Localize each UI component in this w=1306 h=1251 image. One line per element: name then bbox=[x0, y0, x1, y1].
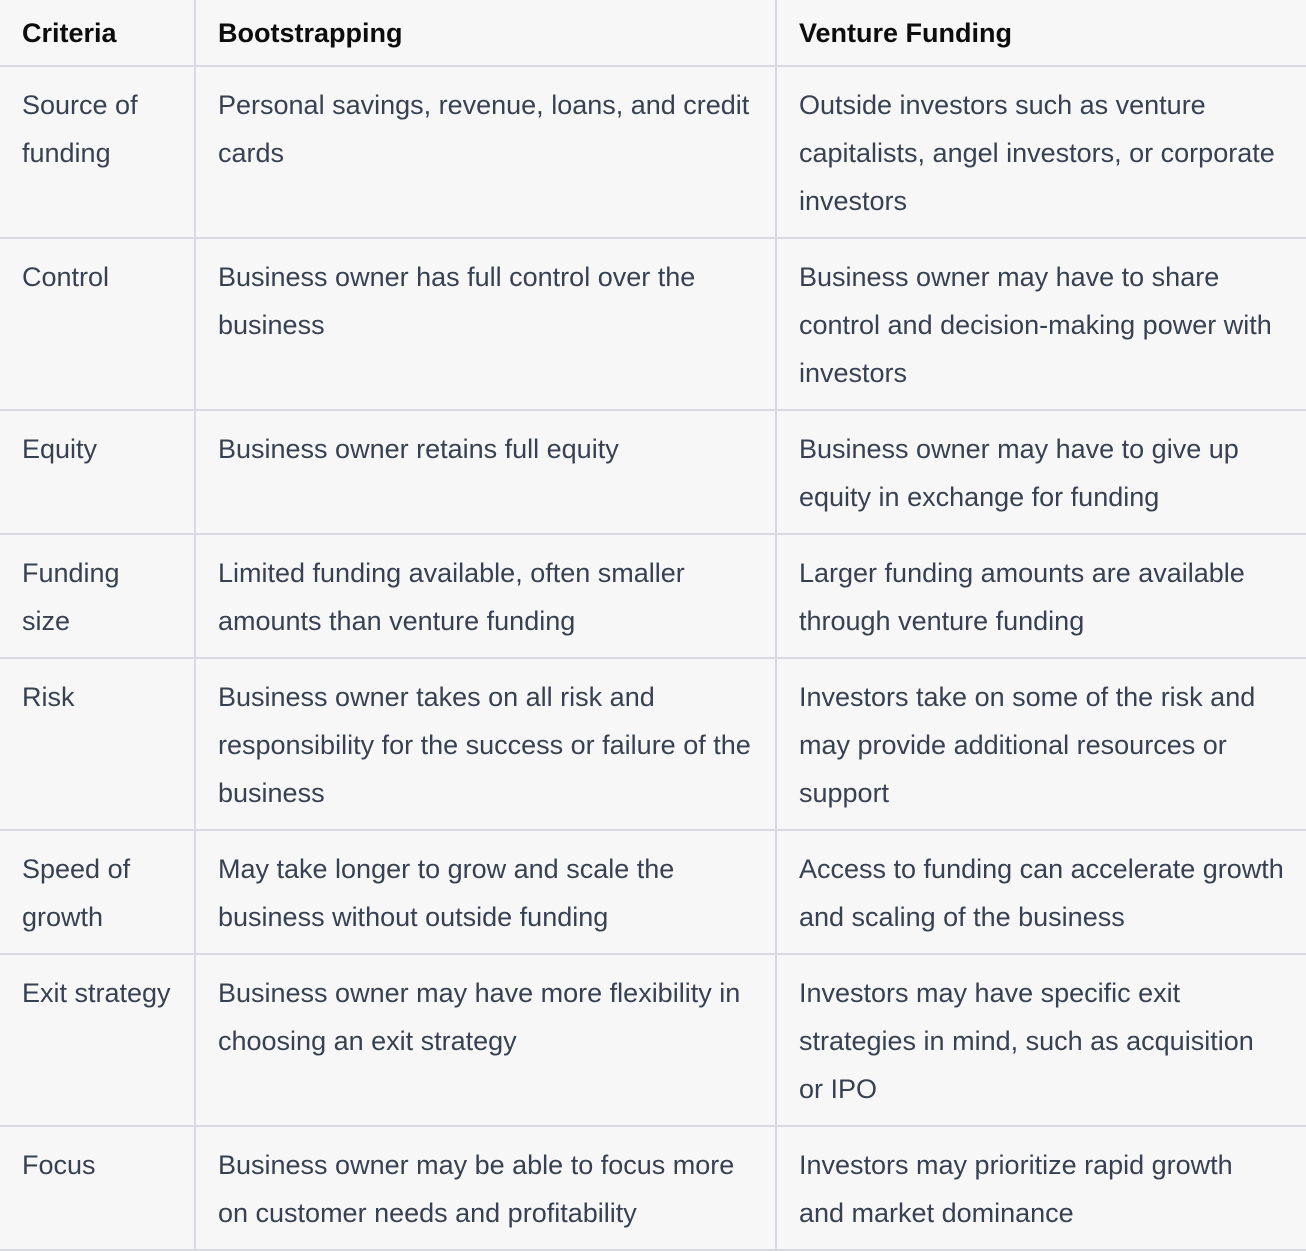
venture-funding-cell: Business owner may have to give up equity in exchange for funding bbox=[776, 410, 1306, 534]
table-row bbox=[0, 658, 1306, 830]
table-row bbox=[0, 534, 1306, 658]
venture-funding-cell: Investors take on some of the risk and may provide additional resources or support bbox=[776, 658, 1306, 830]
venture-funding-cell: Access to funding can accelerate growth and scaling of the business bbox=[776, 830, 1306, 954]
table-row bbox=[0, 1126, 1306, 1250]
criteria-cell: Exit strategy bbox=[0, 954, 195, 1126]
criteria-cell: Focus bbox=[0, 1126, 195, 1250]
header-venture-funding: Venture Funding bbox=[776, 0, 1306, 66]
bootstrapping-cell: Personal savings, revenue, loans, and credit cards bbox=[195, 66, 776, 238]
venture-funding-cell: Business owner may have to share control and decision-making power with investors bbox=[776, 238, 1306, 410]
table-row bbox=[0, 238, 1306, 410]
header-criteria: Criteria bbox=[0, 0, 195, 66]
bootstrapping-cell: Business owner may be able to focus more on customer needs and profitability bbox=[195, 1126, 776, 1250]
header-row bbox=[0, 0, 1306, 66]
table-row bbox=[0, 830, 1306, 954]
criteria-cell: Equity bbox=[0, 410, 195, 534]
criteria-cell: Speed of growth bbox=[0, 830, 195, 954]
bootstrapping-cell: Business owner retains full equity bbox=[195, 410, 776, 534]
venture-funding-cell: Investors may have specific exit strategies in mind, such as acquisition or IPO bbox=[776, 954, 1306, 1126]
venture-funding-cell: Investors may prioritize rapid growth and market dominance bbox=[776, 1126, 1306, 1250]
criteria-cell: Control bbox=[0, 238, 195, 410]
criteria-cell: Source of funding bbox=[0, 66, 195, 238]
bootstrapping-cell: Business owner takes on all risk and responsibility for the success or failure of the business bbox=[195, 658, 776, 830]
header-bootstrapping: Bootstrapping bbox=[195, 0, 776, 66]
venture-funding-cell: Outside investors such as venture capitalists, angel investors, or corporate investors bbox=[776, 66, 1306, 238]
bootstrapping-cell: Limited funding available, often smaller amounts than venture funding bbox=[195, 534, 776, 658]
table-row bbox=[0, 410, 1306, 534]
table-row bbox=[0, 66, 1306, 238]
venture-funding-cell: Larger funding amounts are available through venture funding bbox=[776, 534, 1306, 658]
criteria-cell: Risk bbox=[0, 658, 195, 830]
bootstrapping-cell: May take longer to grow and scale the business without outside funding bbox=[195, 830, 776, 954]
bootstrapping-cell: Business owner may have more flexibility in choosing an exit strategy bbox=[195, 954, 776, 1126]
criteria-cell: Funding size bbox=[0, 534, 195, 658]
bootstrapping-cell: Business owner has full control over the business bbox=[195, 238, 776, 410]
table-header bbox=[0, 0, 1306, 66]
table-body bbox=[0, 66, 1306, 1250]
table-row bbox=[0, 954, 1306, 1126]
